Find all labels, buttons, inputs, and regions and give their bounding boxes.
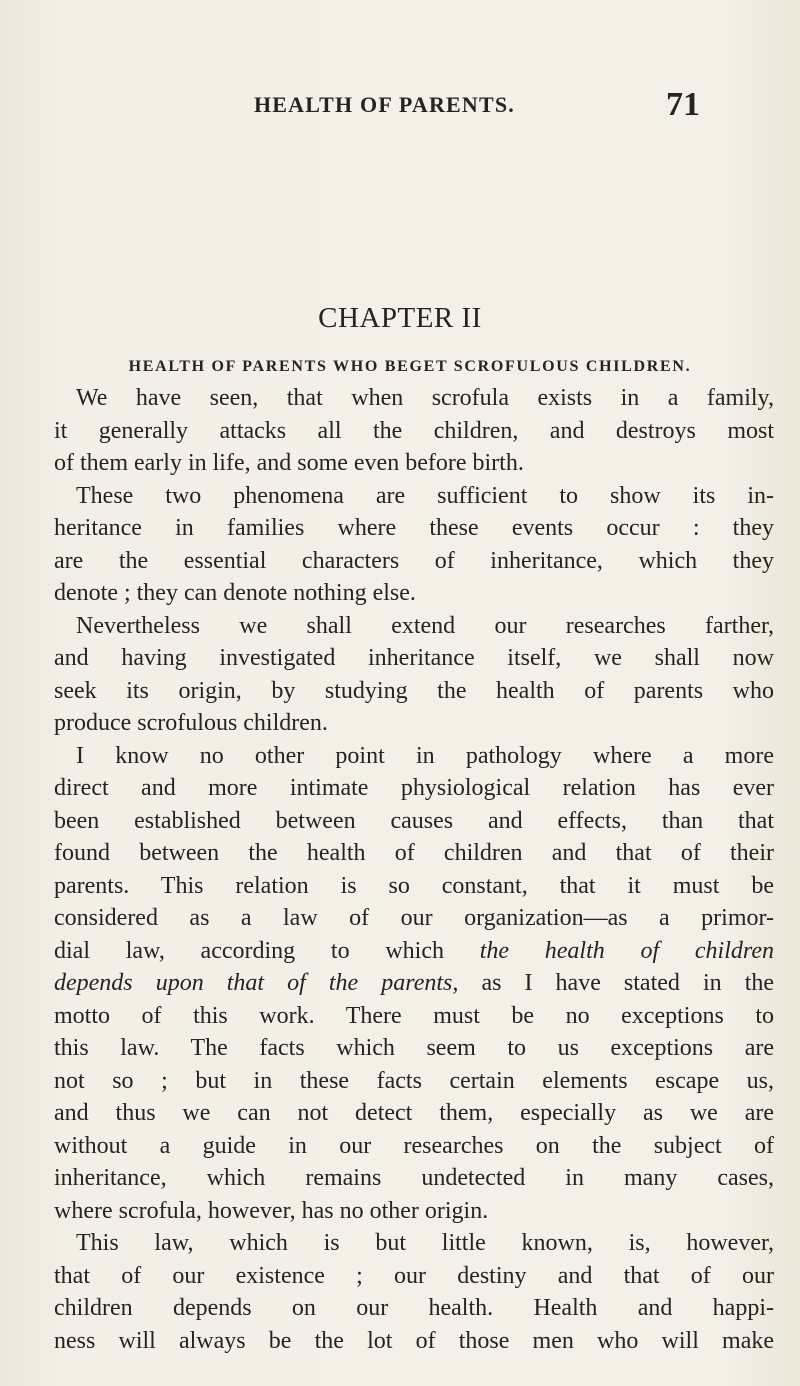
text-line: I know no other point in pathology where a more	[76, 742, 774, 769]
text-line: and having investigated inheritance itself, we shall now	[54, 645, 774, 671]
italic-phrase: depends upon that of the parents,	[54, 970, 459, 996]
text-line: This law, which is but little known, is, however,	[76, 1230, 774, 1256]
chapter-subtitle: HEALTH OF PARENTS WHO BEGET SCROFULOUS CHILDREN.	[128, 358, 692, 375]
text-line: are the essential characters of inheritance, which they	[54, 547, 774, 574]
text-line: this law. The facts which seem to us exceptions are	[54, 1035, 774, 1061]
text-line: considered as a law of our organization—as a primor-	[54, 905, 774, 931]
text-line: Nevertheless we shall extend our researches farther,	[76, 612, 774, 639]
chapter-title: CHAPTER II	[318, 302, 482, 334]
text-line: produce scrofulous children.	[54, 710, 328, 736]
page-number: 71	[666, 86, 700, 123]
text-fragment: dial law, according to which	[54, 937, 444, 964]
body-text	[54, 382, 774, 1357]
text-line: We have seen, that when scrofula exists in a family,	[76, 385, 774, 411]
text-line: children depends on our health. Health and happi-	[54, 1295, 774, 1321]
text-line: without a guide in our researches on the subject of	[54, 1132, 774, 1159]
text-line: of them early in life, and some even before birth.	[54, 450, 524, 476]
text-line: motto of this work. There must be no exceptions to	[54, 1002, 774, 1029]
text-line: These two phenomena are sufficient to show its in-	[76, 482, 774, 509]
text-line: seek its origin, by studying the health of parents who	[54, 677, 774, 704]
text-line: it generally attacks all the children, and destroys most	[54, 417, 774, 444]
running-title: HEALTH OF PARENTS.	[254, 92, 516, 117]
text-line: inheritance, which remains undetected in many cases,	[54, 1165, 774, 1191]
italic-phrase: the health of children	[479, 937, 774, 964]
text-line: not so ; but in these facts certain elements escape us,	[54, 1067, 774, 1094]
text-line-with-italic	[54, 967, 774, 1000]
text-line: and thus we can not detect them, especially as we are	[54, 1100, 774, 1126]
text-line: heritance in families where these events occur : they	[54, 515, 774, 541]
running-head	[254, 88, 724, 128]
text-line: where scrofula, however, has no other origin.	[54, 1197, 489, 1224]
text-fragment: as I have stated in the	[481, 970, 775, 996]
text-line: been established between causes and effects, than that	[54, 807, 774, 834]
text-line: parents. This relation is so constant, that it must be	[54, 872, 774, 899]
text-line: ness will always be the lot of those men who will make	[54, 1327, 774, 1354]
text-line: direct and more intimate physiological relation has ever	[54, 775, 774, 801]
text-line-with-italic	[54, 935, 774, 968]
text-line: that of our existence ; our destiny and that of our	[54, 1262, 774, 1289]
text-line: denote ; they can denote nothing else.	[54, 580, 416, 606]
text-line: found between the health of children and that of their	[54, 840, 774, 866]
